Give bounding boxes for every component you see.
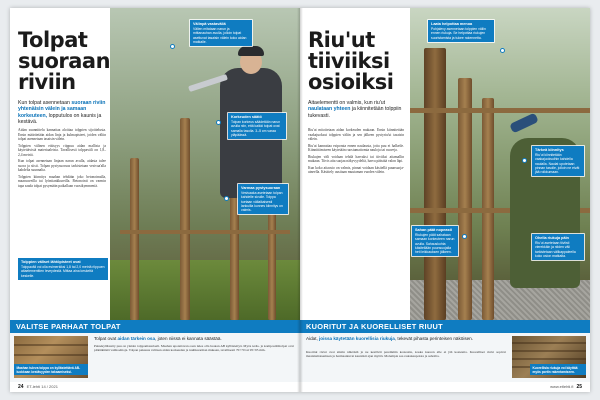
band-caption-left: Maahan tuleva tolppa on kyllästettävä AB-luokkaan kestävyyden takaamiseksi.	[14, 364, 88, 375]
page-title-right: Riu'ut tiiviiksi osioiksi	[308, 28, 394, 94]
left-page	[10, 8, 300, 392]
body-text-right: Riu'ut mitoitetaan aidan korkeuden mukaan. Ensin kiinnitetään vaakajuoksut tolppien väliin ja sen jälkeen pystyriu'ut tasaisin välein. Riu'ut kannattaa esiporata ennen naulausta, jotta puu ei halkeile. Kiinnittämiseen käytetään ruostumattomia nauloja tai ruuveja. Riukujen väli voidaan tehdä harvaksi tai tiiviiksi aitamallin mukaan. Tiivis aita suojaa näkyvyydeltä, harva päästää valon läpi. Kun koko aitaosio on valmis, pinnat voidaan käsitellä puunsuoja-aineella. Käsittely uusitaan muutaman vuoden välein.	[308, 128, 404, 175]
band-lead-left: Tolpat ovat aidan tärkein osa, joten niissä ei kannata säästää.	[94, 336, 222, 341]
fence-post-photo-left	[110, 8, 300, 320]
callout-saw-ends: Sahan päät nopeasti Riukujen päät sahataan samaan korkeuteen narun avulla. Sahauskohta käsitellään puunsuojalla heti leikkauksen jälkeen.	[412, 226, 458, 256]
callout-height: Korkeuden säätö Tolpan korkeus säädetään narun avulla niin, että kaikki tolpat ovat samalla tasolla. 3–5 cm varaa yläpäässä.	[228, 113, 286, 139]
lead-paragraph-left: Kun tolpat asennetaan suoraan riviin yhtenäisin välein ja samaan korkeuteen, lopputulos on kaunis ja kestävä.	[18, 100, 106, 126]
folio-left: 24 ET-lehti 14 / 2021	[18, 384, 58, 390]
callout-rails-side: Ohella riukuja päin Riu'ut asetetaan tiiviisti vierekkäin ja niiden väli tarkistetaan välikappaleella koko osion matkalta.	[532, 234, 584, 260]
page-gutter	[297, 8, 303, 392]
band-title-left: VALITSE PARHAAT TOLPAT	[10, 320, 300, 333]
band-title-right: KUORITUT JA KUORELLISET RIUUT	[300, 320, 590, 333]
band-caption-right: Kuorellisia riukuja voi käyttää myös portin rakentamiseen.	[530, 364, 586, 375]
band-body-right: Kuoritut riu'ut ovat siistin näköisiä ja ne kestävät paremmin kosteutta, koska kuoren alle ei jää kosteutta. Kuorelliset riu'ut sopivat maalaismaisemaan ja harmaantuvat kauniisti ajan myötä. Molempia saa rautakaupoista ja sahoilta.	[306, 350, 506, 359]
right-page	[300, 8, 590, 392]
page-title-left: Tolpat suoraan riviin	[18, 28, 111, 94]
band-body-left: Painekyllästetty puu on yleisin tolppamateriaali. Maahan upotettavan osan tulee olla luokan AB kyllästettyä. Myös teräs- ja komposiittitolpat ovat pitkäikäisiä vaihtoehtoja. Tolpan paksuus valitaan aidan korkeuden ja tuulikuorman mukaan, tavallisesti 70×70 tai 95×95 mm.	[94, 344, 294, 353]
magazine-spread	[10, 8, 590, 392]
band-lead-right: Aidat, joissa käytetään kuorellisia riukuja, tekevät pihasta perinteisen näköisen.	[306, 336, 474, 341]
callout-plumb: Varmaa pystysuoraan Vesivaaka asetetaan tolpan kahdelle sivulle. Tolppa tuetaan väliaikaisesti lankuilla kunnes kiinnitys on valmis.	[238, 184, 288, 214]
folio-right: www.etlehti.fi 25	[550, 384, 582, 390]
lead-paragraph-right: Aitaelementti on valmis, kun riu'ut naulataan yhteen ja kiinnitetään tolppiin tukevasti.	[308, 100, 402, 119]
callout-base-board: Laata helpottaa menoa Pohjalevy asennetaan tolppien väliin ennen riukuja. Se helpottaa riukujen suoristamista ja tukee rakennetta.	[428, 20, 494, 42]
body-text-left: Aidan suunnittelu kannattaa aloittaa tolppien sijoittelusta. Ensin määritetään aidan linja ja kulmapisteet, joiden väliin tolpat asennetaan tasaisin välein. Tolppien välinen etäisyys riippuu aidan mallista ja käytettävistä materiaaleista. Tavallisesti tolppaväli on 1,8–2,4 metriä. Kun tolpat asennetaan linjaan narun avulla, aidasta tulee suora ja siisti. Tolpan pystysuoruus tarkistetaan vesivaa'alla kahdelta suunnalta. Tolppien kiinnitys maahan tehdään joko betonoimalla, maaruuveilla tai lyöntiankkureilla. Betonointi on varmin tapa saada tolpat pysymään paikallaan vuosikymmeniä.	[18, 128, 106, 188]
callout-spacing: Välinpä vastaväliä Välien mitataan narun ja mittanauhan avulla, jolloin tolpat asettuvat tasaisin välein koko aidan matkalle.	[190, 20, 252, 46]
callout-post-spacing: Tolppien väliset lähtöpisteet ovat Tolppaväli voi olla esimerkiksi 1,8 tai 2,0 metriä riippuen aitaelementtien leveydestä. Mittaa aina keskeltä keskelle.	[18, 258, 108, 280]
callout-fastening: Tärkeä kiinnitys Riu'ut kiinnitetään vaakajuoksuihin kahdella naulalla. Naulat upotetaan pinnan tasolle, jolloin ne eivät jää roikkumaan.	[532, 146, 584, 176]
